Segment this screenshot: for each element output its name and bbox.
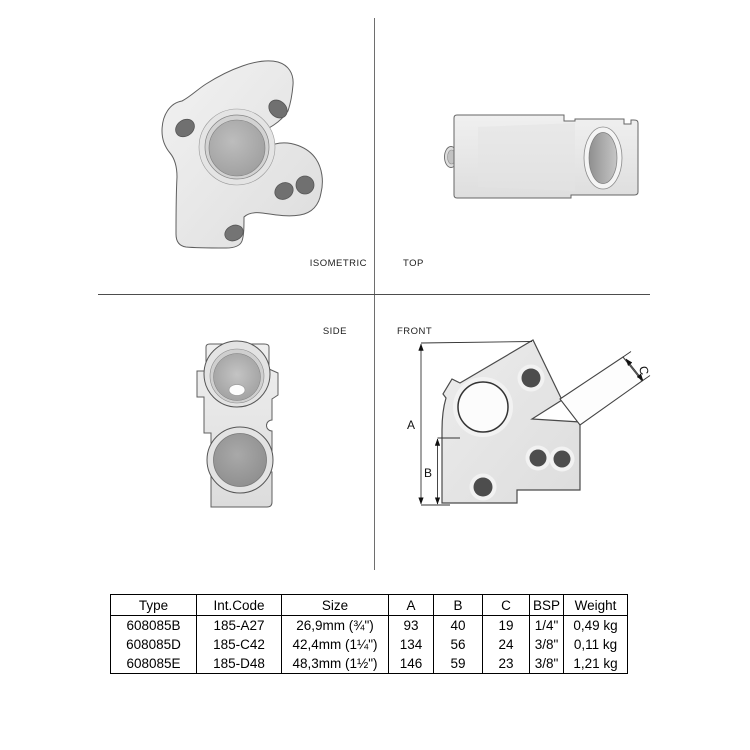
cell-size: 42,4mm (1¼") <box>282 635 389 654</box>
isometric-view-label: ISOMETRIC <box>309 258 367 269</box>
col-header-b: B <box>434 595 483 616</box>
col-header-a: A <box>389 595 434 616</box>
cell-intcode: 185-A27 <box>197 616 282 636</box>
col-header-size: Size <box>282 595 389 616</box>
cell-type: 608085E <box>126 656 181 671</box>
cell-b: 59 <box>434 654 483 674</box>
spec-table <box>110 594 628 674</box>
front-view-label: FRONT <box>397 326 433 337</box>
bolt-hole-flange-right <box>296 176 314 194</box>
bolt-hole-mid-right <box>554 451 571 468</box>
col-header-intcode: Int.Code <box>197 595 282 616</box>
cell-size: 26,9mm (¾") <box>282 616 389 636</box>
top-view-drawing <box>438 103 643 208</box>
cell-a: 146 <box>389 654 434 674</box>
side-view-drawing <box>190 333 295 523</box>
cell-intcode: 185-D48 <box>197 654 282 674</box>
col-header-type: Type <box>111 595 197 616</box>
spec-row <box>111 616 628 636</box>
cell-size: 48,3mm (1½") <box>282 654 389 674</box>
col-header-c: C <box>483 595 530 616</box>
spec-row <box>111 635 628 654</box>
cell-intcode: 185-C42 <box>197 635 282 654</box>
bottom-socket-bore <box>214 434 267 487</box>
through-hole <box>229 385 245 396</box>
cell-a: 93 <box>389 616 434 636</box>
dim-a-ext-top <box>421 342 532 344</box>
top-view-label: TOP <box>403 258 424 269</box>
cell-c: 23 <box>483 654 530 674</box>
front-view-drawing <box>390 328 680 523</box>
cell-type: 608085D <box>126 637 181 652</box>
cell-bsp: 3/8" <box>530 654 564 674</box>
branch-pipe-outline <box>560 357 642 425</box>
cell-c: 24 <box>483 635 530 654</box>
dim-c-ext-top <box>623 352 631 358</box>
cone-transition <box>478 123 575 191</box>
divider-horizontal <box>98 294 650 295</box>
cell-a: 134 <box>389 635 434 654</box>
cell-b: 40 <box>434 616 483 636</box>
main-bore-front <box>458 382 508 432</box>
cell-weight: 0,49 kg <box>564 616 628 636</box>
socket-bore <box>209 120 265 176</box>
spec-header-row <box>111 595 628 616</box>
cell-type: 608085B <box>126 618 181 633</box>
col-header-weight: Weight <box>564 595 628 616</box>
dim-c-label: C <box>636 364 652 377</box>
dim-a-label: A <box>407 418 416 432</box>
cell-b: 56 <box>434 635 483 654</box>
side-view-label: SIDE <box>322 326 347 337</box>
cell-weight: 0,11 kg <box>564 635 628 654</box>
bolt-hole-bottom <box>474 478 493 497</box>
bolt-hole-mid-left <box>530 450 547 467</box>
dim-b-label: B <box>424 466 433 480</box>
cell-c: 19 <box>483 616 530 636</box>
cell-weight: 1,21 kg <box>564 654 628 674</box>
bolt-hole-top <box>522 369 541 388</box>
col-header-bsp: BSP <box>530 595 564 616</box>
pipe-end-bore <box>589 133 617 184</box>
isometric-view-drawing <box>140 45 350 265</box>
cell-bsp: 1/4" <box>530 616 564 636</box>
cell-bsp: 3/8" <box>530 635 564 654</box>
spec-row <box>111 654 628 674</box>
